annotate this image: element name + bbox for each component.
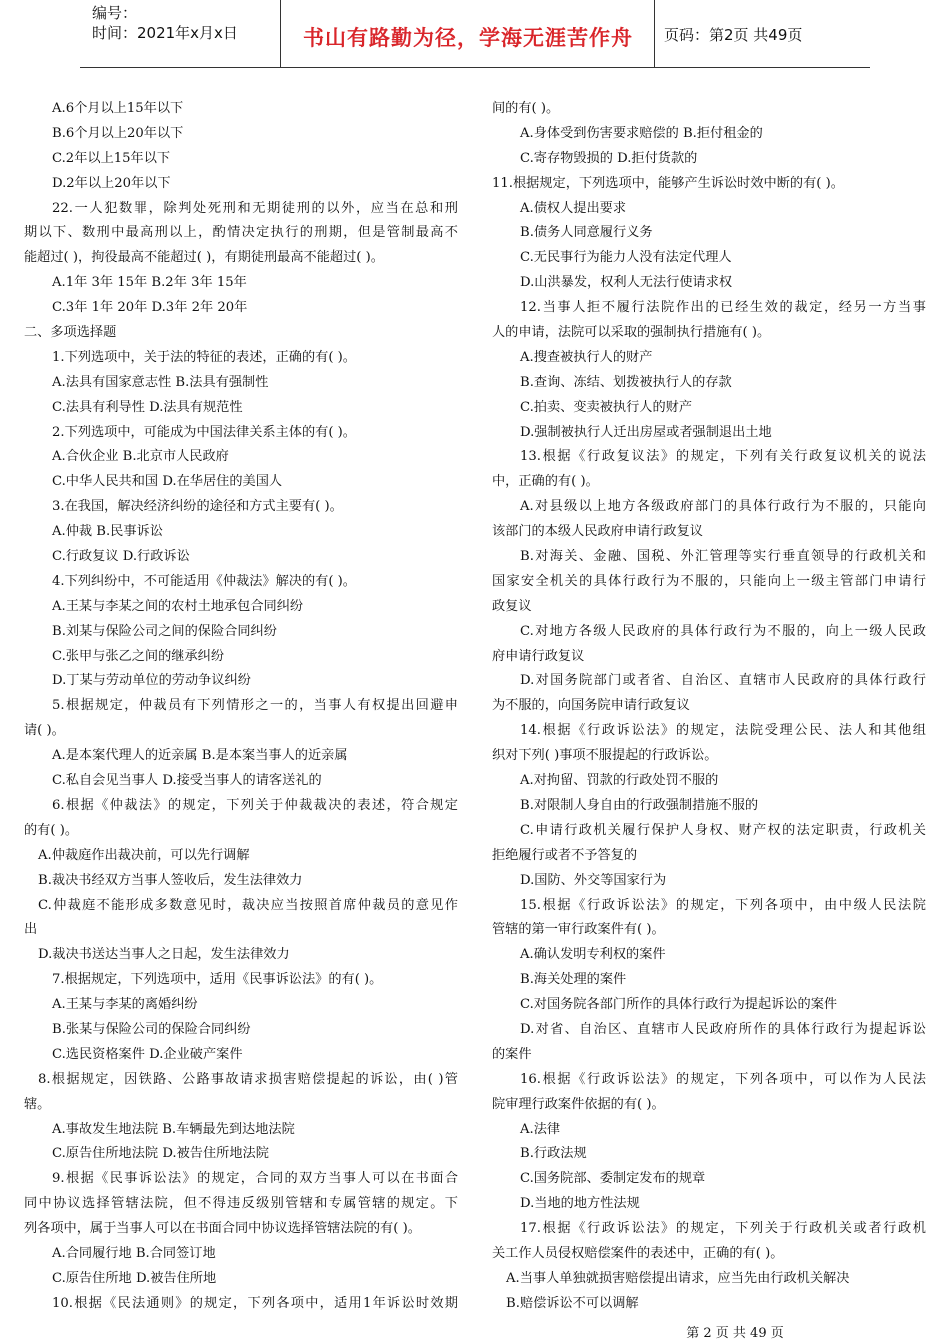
text-line: B.查询、冻结、划拨被执行人的存款: [520, 374, 732, 390]
text-line: B.行政法规: [520, 1146, 587, 1162]
text-line: 为不服的，向国务院申请行政复议: [492, 698, 690, 714]
text-line: 17.根据《行政诉讼法》的规定，下列关于行政机关或者行政机: [520, 1221, 926, 1237]
left-column: [24, 97, 458, 1317]
text-line: A.是本案代理人的近亲属 B.是本案当事人的近亲属: [52, 748, 348, 764]
text-line: B.债务人同意履行义务: [520, 225, 653, 241]
text-line: 6.根据《仲裁法》的规定，下列关于仲裁裁决的表述，符合规定: [52, 797, 458, 813]
text-line: 11.根据规定，下列选项中，能够产生诉讼时效中断的有( )。: [492, 175, 844, 191]
header-divider: [654, 0, 655, 68]
text-line: A.当事人单独就损害赔偿提出请求，应当先由行政机关解决: [506, 1270, 850, 1286]
text-line: C.对国务院各部门所作的具体行政行为提起诉讼的案件: [520, 997, 838, 1013]
text-line: 14.根据《行政诉讼法》的规定，法院受理公民、法人和其他组: [520, 723, 926, 739]
text-line: 关工作人员侵权赔偿案件的表述中，正确的有( )。: [492, 1245, 784, 1261]
text-line: C.张甲与张乙之间的继承纠纷: [52, 648, 225, 664]
text-line: C.对地方各级人民政府的具体行政行为不服的，向上一级人民政: [520, 623, 926, 639]
text-line: 中，正确的有( )。: [492, 474, 599, 490]
text-line: A.对县级以上地方各级政府部门的具体行政行为不服的，只能向: [520, 499, 926, 515]
text-line: 12.当事人拒不履行法院作出的已经生效的裁定，经另一方当事: [520, 300, 926, 316]
text-line: 22.一人犯数罪，除判处死刑和无期徒刑的以外，应当在总和刑: [52, 200, 458, 216]
text-line: 二、多项选择题: [24, 325, 117, 341]
text-line: D.国防、外交等国家行为: [520, 872, 667, 888]
text-line: 该部门的本级人民政府申请行政复议: [492, 524, 703, 540]
text-line: C.拍卖、变卖被执行人的财产: [520, 399, 693, 415]
page-header: [80, 0, 870, 68]
date-label: 时间：2021年x月x日: [92, 24, 238, 42]
text-line: 15.根据《行政诉讼法》的规定，下列各项中，由中级人民法院: [520, 897, 926, 913]
text-line: C.申请行政机关履行保护人身权、财产权的法定职责，行政机关: [520, 822, 926, 838]
text-line: A.1年 3年 15年 B.2年 3年 15年: [52, 275, 247, 291]
text-line: C.私自会见当事人 D.接受当事人的请客送礼的: [52, 773, 322, 789]
text-line: D.对国务院部门或者省、自治区、直辖市人民政府的具体行政行: [520, 673, 926, 689]
text-line: A.搜查被执行人的财产: [520, 349, 653, 365]
text-line: B.张某与保险公司的保险合同纠纷: [52, 1021, 251, 1037]
text-line: 13.根据《行政复议法》的规定，下列有关行政复议机关的说法: [520, 449, 926, 465]
text-line: D.山洪暴发，权利人无法行使请求权: [520, 275, 733, 291]
text-line: D.丁某与劳动单位的劳动争议纠纷: [52, 673, 251, 689]
text-line: A.6个月以上15年以下: [52, 101, 184, 116]
text-line: 府申请行政复议: [492, 648, 585, 664]
text-line: 期以下、数刑中最高刑以上，酌情决定执行的刑期，但是管制最高不: [24, 225, 458, 241]
text-line: 同中协议选择管辖法院，但不得违反级别管辖和专属管辖的规定。下: [24, 1196, 458, 1212]
text-line: C.原告住所地法院 D.被告住所地法院: [52, 1146, 269, 1162]
text-line: A.王某与李某的离婚纠纷: [52, 997, 198, 1013]
text-line: B.对限制人身自由的行政强制措施不服的: [520, 797, 759, 813]
text-line: B.赔偿诉讼不可以调解: [506, 1295, 639, 1311]
text-line: 10.根据《民法通则》的规定，下列各项中，适用1年诉讼时效期: [52, 1295, 458, 1311]
text-line: 16.根据《行政诉讼法》的规定，下列各项中，可以作为人民法: [520, 1071, 926, 1087]
text-line: 4.下列纠纷中，不可能适用《仲裁法》解决的有( )。: [52, 573, 356, 589]
text-line: 5.根据规定，仲裁员有下列情形之一的，当事人有权提出回避申: [52, 698, 458, 714]
text-line: B.对海关、金融、国税、外汇管理等实行垂直领导的行政机关和: [520, 549, 926, 565]
header-meta: [92, 3, 238, 43]
text-line: C.中华人民共和国 D.在华居住的美国人: [52, 474, 283, 490]
text-line: B.刘某与保险公司之间的保险合同纠纷: [52, 623, 277, 639]
header-page-info: 页码：第2页 共49页: [664, 26, 803, 44]
text-line: 7.根据规定，下列选项中，适用《民事诉讼法》的有( )。: [52, 972, 383, 988]
text-line: 间的有( )。: [492, 101, 560, 116]
text-line: A.法具有国家意志性 B.法具有强制性: [52, 374, 269, 390]
text-line: A.合同履行地 B.合同签订地: [52, 1245, 216, 1261]
text-line: B.海关处理的案件: [520, 972, 627, 988]
text-line: 9.根据《民事诉讼法》的规定，合同的双方当事人可以在书面合: [52, 1171, 458, 1187]
text-line: 出: [24, 922, 38, 938]
text-line: B.6个月以上20年以下: [52, 125, 184, 141]
text-line: A.债权人提出要求: [520, 200, 627, 216]
text-line: A.法律: [520, 1121, 561, 1137]
text-line: D.对省、自治区、直辖市人民政府所作的具体行政行为提起诉讼: [520, 1021, 926, 1037]
header-divider: [280, 0, 281, 68]
text-line: C.寄存物毁损的 D.拒付货款的: [520, 150, 698, 166]
text-line: 1.下列选项中，关于法的特征的表述，正确的有( )。: [52, 349, 356, 365]
text-line: 政复议: [492, 598, 532, 614]
text-line: C.2年以上15年以下: [52, 150, 171, 166]
text-line: 院审理行政案件依据的有( )。: [492, 1096, 665, 1112]
text-line: 的有( )。: [24, 822, 79, 838]
text-line: A.合伙企业 B.北京市人民政府: [52, 449, 229, 465]
text-line: 国家安全机关的具体行政行为不服的，只能向上一级主管部门申请行: [492, 573, 926, 589]
serial-label: 编号：: [92, 4, 138, 22]
text-line: A.仲裁 B.民事诉讼: [52, 524, 163, 540]
text-line: C.原告住所地 D.被告住所地: [52, 1270, 217, 1286]
text-line: 人的申请，法院可以采取的强制执行措施有( )。: [492, 325, 771, 341]
text-line: 2.下列选项中，可能成为中国法律关系主体的有( )。: [52, 424, 356, 440]
text-line: D.裁决书送达当事人之日起，发生法律效力: [38, 947, 290, 963]
text-line: B.裁决书经双方当事人签收后，发生法律效力: [38, 872, 303, 888]
text-line: 管辖的第一审行政案件有( )。: [492, 922, 665, 938]
text-line: A.事故发生地法院 B.车辆最先到达地法院: [52, 1121, 295, 1137]
text-line: C.3年 1年 20年 D.3年 2年 20年: [52, 300, 248, 316]
text-line: A.王某与李某之间的农村土地承包合同纠纷: [52, 598, 304, 614]
text-line: 的案件: [492, 1046, 532, 1062]
text-line: A.仲裁庭作出裁决前，可以先行调解: [38, 847, 250, 863]
text-line: C.国务院部、委制定发布的规章: [520, 1171, 706, 1187]
text-line: D.当地的地方性法规: [520, 1196, 640, 1212]
text-line: C.法具有利导性 D.法具有规范性: [52, 399, 243, 415]
header-rule: [80, 67, 870, 68]
text-line: 3.在我国，解决经济纠纷的途径和方式主要有( )。: [52, 499, 343, 515]
text-line: C.无民事行为能力人没有法定代理人: [520, 250, 732, 266]
text-line: 辖。: [24, 1096, 51, 1112]
text-line: 列各项中，属于当事人可以在书面合同中协议选择管辖法院的有( )。: [24, 1221, 421, 1237]
text-line: C.选民资格案件 D.企业破产案件: [52, 1046, 243, 1062]
right-column: [492, 97, 926, 1317]
text-line: 8.根据规定，因铁路、公路事故请求损害赔偿提起的诉讼，由( )管: [38, 1071, 458, 1087]
text-line: 能超过( )，拘役最高不能超过( )，有期徒刑最高不能超过( )。: [24, 250, 384, 266]
header-motto: 书山有路勤为径，学海无涯苦作舟: [303, 26, 633, 50]
text-line: C.行政复议 D.行政诉讼: [52, 549, 190, 565]
text-line: A.对拘留、罚款的行政处罚不服的: [520, 773, 719, 789]
text-line: A.确认发明专利权的案件: [520, 947, 666, 963]
text-line: A.身体受到伤害要求赔偿的 B.拒付租金的: [520, 125, 763, 141]
text-line: 织对下列( )事项不服提起的行政诉讼。: [492, 748, 718, 764]
text-line: C.仲裁庭不能形成多数意见时，裁决应当按照首席仲裁员的意见作: [38, 897, 458, 913]
text-line: D.强制被执行人迁出房屋或者强制退出土地: [520, 424, 772, 440]
text-line: 请( )。: [24, 723, 65, 739]
text-line: 拒绝履行或者不予答复的: [492, 847, 638, 863]
page-footer: 第 2 页 共 49 页: [686, 1326, 784, 1341]
text-line: D.2年以上20年以下: [52, 175, 171, 191]
